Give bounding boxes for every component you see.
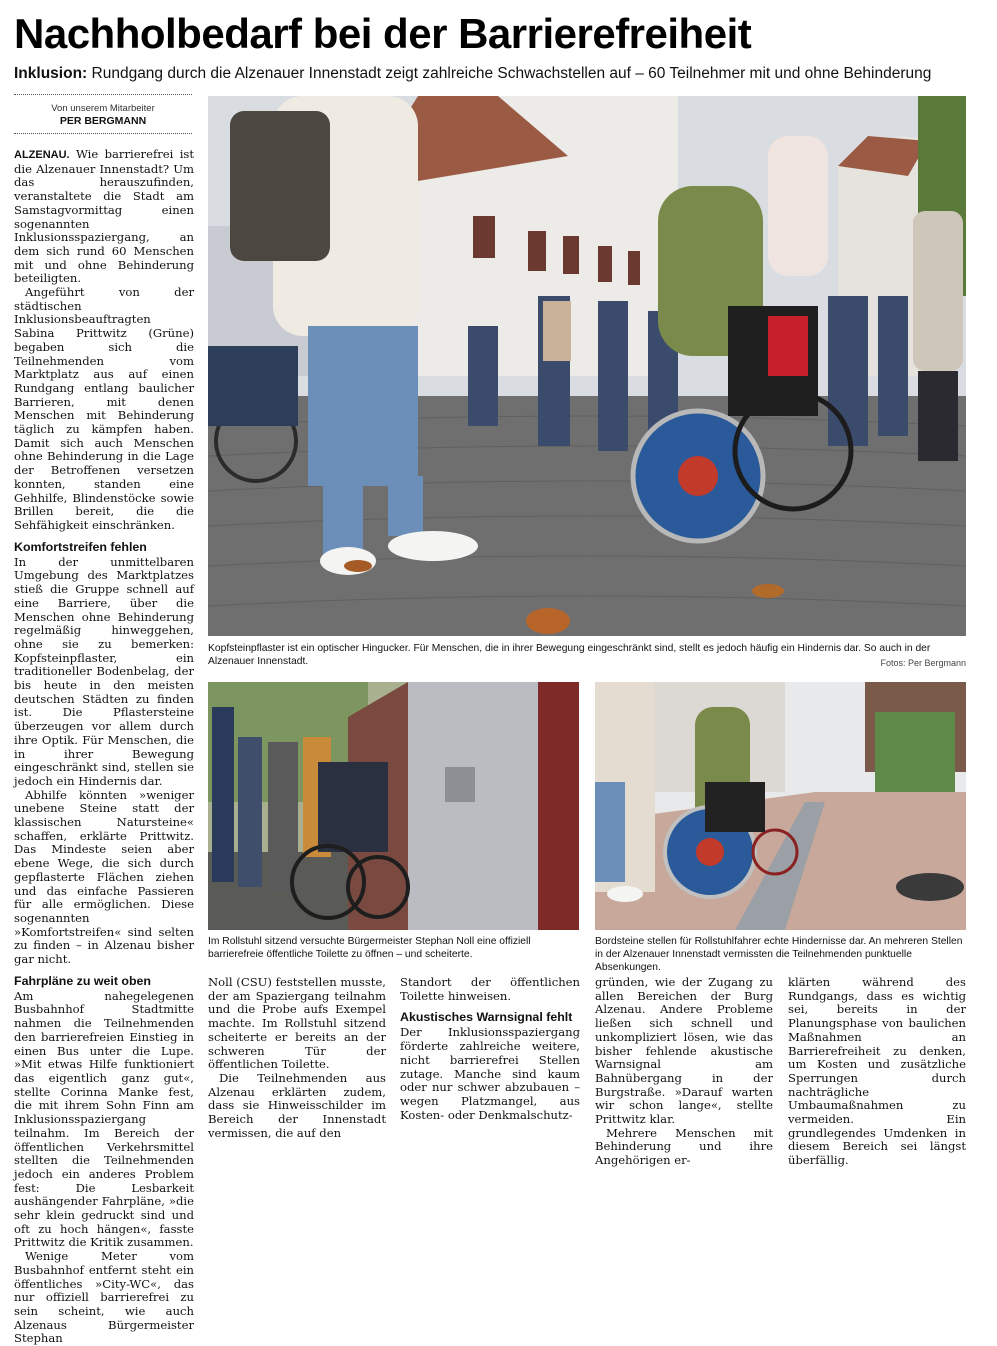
- byline: [14, 94, 192, 134]
- article-column-3: [400, 975, 580, 1122]
- byline-prefix: Von unserem Mitarbeiter: [51, 103, 155, 114]
- caption-main-photo: Kopfsteinpflaster ist ein optischer Hingucker. Für Menschen, die in ihrer Bewegung eingeschränkt sind, stellt es jedoch häufig ein Hindernis dar. So auch in der Alzenauer Innenstadt.: [208, 643, 931, 667]
- photo-cobblestone-group: [208, 96, 966, 636]
- photo-illustration: [208, 96, 966, 636]
- article-column-2: [208, 975, 386, 1140]
- article-column-4: [595, 975, 773, 1168]
- dateline: ALZENAU.: [14, 149, 70, 161]
- photo-credit: Fotos: Per Bergmann: [880, 658, 966, 668]
- paragraph: klärten während des Rundgangs, dass es wichtig sei, bereits in der Planungsphase von baulichen Maßnahmen an Barrierefreiheit zu denken, um Kosten und zusätzliche Sperrungen durch nachträgliche Umbaumaßnahmen zu vermeiden. Ein grundlegendes Umdenken in diesem Bereich sei längst überfällig.: [788, 975, 966, 1168]
- paragraph: Wenige Meter vom Busbahnhof entfernt steht ein öffentliches »City-WC«, das nur offiziell barrierefrei zu sein scheint, wie auch Alzenaus Bürgermeister Stephan: [14, 1249, 194, 1346]
- paragraph-text: Wie barrierefrei ist die Alzenauer Innenstadt? Um das herauszufinden, veranstaltete die Stadt am Samstagvormittag einen sogenannten Inklusionsspaziergang, an dem sich rund 60 Menschen mit und ohne Behinderung beteiligten.: [14, 147, 195, 286]
- paragraph: Der Inklusionsspaziergang förderte zahlreiche weitere, nicht barrierefrei Stellen zutage. Manche sind kaum oder nur schwer abzubauen – wegen Platzmangel, aus Kosten- oder Denkmalschutz-: [400, 1025, 580, 1122]
- paragraph: In der unmittelbaren Umgebung des Marktplatzes stieß die Gruppe schnell auf eine Barriere, über die Menschen ohne Behinderung regelmäßig hinweggehen, ohne sie zu bemerken: Kopfsteinpflaster, ein traditioneller Bodenbelag, der bis heute in den meisten deutschen Städten zu finden ist. Die Pflastersteine überzeugen vor allem durch ihre Optik. Für Menschen, die in ihrer Bewegung eingeschränkt sind, stellen sie jedoch ein Hindernis dar.: [14, 554, 194, 788]
- article-subheadline: [14, 64, 984, 84]
- paragraph: [14, 148, 194, 286]
- paragraph: Mehrere Menschen mit Behinderung und ihre Angehörigen er-: [595, 1125, 773, 1168]
- paragraph: Die Teilnehmenden aus Alzenau erklärten zudem, dass sie Hinweisschilder im Bereich der Innenstadt vermissen, die auf den: [208, 1070, 386, 1140]
- paragraph: Am nahegelegenen Busbahnhof Stadtmitte nahmen die Teilnehmenden den barrierefreien Einstieg in einen Bus unter die Lupe. »Mit etwas Hilfe funktioniert das eigentlich ganz gut«, stellte Corinna Manke fest, die mit ihrem Sohn Finn am Inklusionsspaziergang teilnahm. Im Bereich der öffentlichen Verkehrsmittel stellten die Teilnehmenden jedoch ein anderes Problem fest: Die Lesbarkeit aushängender Fahrpläne, »die sehr klein gedruckt sind und oft zu hoch hängen«, fasste Prittwitz die Kritik zusammen.: [14, 988, 194, 1250]
- article-column-1: [14, 147, 195, 1346]
- paragraph: Abhilfe könnten »weniger unebene Steine statt der klassischen Natursteine« schaffen, erklärte Prittwitz. Das Mindeste seien aber ebene Wege, die sich durch gepflasterte Flächen ziehen und das einfache Passieren für alle ermöglichen. Diese sogenannten »Komfortstreifen« sind selten zu finden – in Alzenau bisher gar nicht.: [14, 787, 194, 967]
- paragraph: gründen, wie der Zugang zu allen Bereichen der Burg Alzenau. Andere Probleme ließen sich schnell und unkompliziert lösen, wie das bisher fehlende akustische Warnsignal am Bahnübergang in der Burgstraße. »Darauf warten wir schon lange«, stellte Prittwitz klar.: [595, 975, 773, 1127]
- paragraph: Angeführt von der städtischen Inklusionsbeauftragten Sabina Prittwitz (Grüne) begaben sich die Teilnehmenden vom Marktplatz aus auf einen Rundgang entlang baulicher Barrieren, mit denen Menschen mit Behinderung täglich zu kämpfen haben. Damit sich auch Menschen ohne Behinderung in die Lage der Betroffenen versetzen konnten, standen eine Gehhilfe, Blindenstöcke sowie Brillen bereit, die die Sehfähigkeit einschränken.: [14, 285, 194, 532]
- caption-toilet-photo: Im Rollstuhl sitzend versuchte Bürgermeister Stephan Noll eine offiziell barrierefreie öffentliche Toilette zu öffnen – und scheiterte.: [208, 936, 531, 960]
- photo-illustration: [595, 682, 966, 930]
- photo-curb: [595, 682, 966, 930]
- caption-curb-photo: Bordsteine stellen für Rollstuhlfahrer echte Hindernisse dar. An mehreren Stellen in der Alzenauer Innenstadt vermissten die Teilnehmenden punktuelle Absenkungen.: [595, 936, 963, 973]
- paragraph: Standort der öffentlichen Toilette hinweisen.: [400, 975, 580, 1003]
- paragraph: Noll (CSU) feststellen musste, der am Spaziergang teilnahm und die Probe aufs Exempel machte. Im Rollstuhl sitzend scheiterte er bereits an der schweren Tür der öffentlichen Toilette.: [208, 975, 386, 1072]
- photo-illustration: [208, 682, 579, 930]
- byline-name: PER BERGMANN: [59, 115, 147, 127]
- section-heading: Fahrpläne zu weit oben: [14, 973, 151, 988]
- subheadline-text: Rundgang durch die Alzenauer Innenstadt zeigt zahlreiche Schwachstellen auf – 60 Teilnehmer mit und ohne Behinderung: [91, 65, 932, 82]
- article-column-5: [788, 975, 966, 1168]
- section-heading: Akustisches Warnsignal fehlt: [400, 1010, 573, 1025]
- article-headline: Nachholbedarf bei der Barrierefreiheit: [14, 10, 752, 57]
- photo-public-toilet: [208, 682, 579, 930]
- section-heading: Komfortstreifen fehlen: [14, 539, 147, 554]
- kicker: Inklusion:: [14, 65, 88, 82]
